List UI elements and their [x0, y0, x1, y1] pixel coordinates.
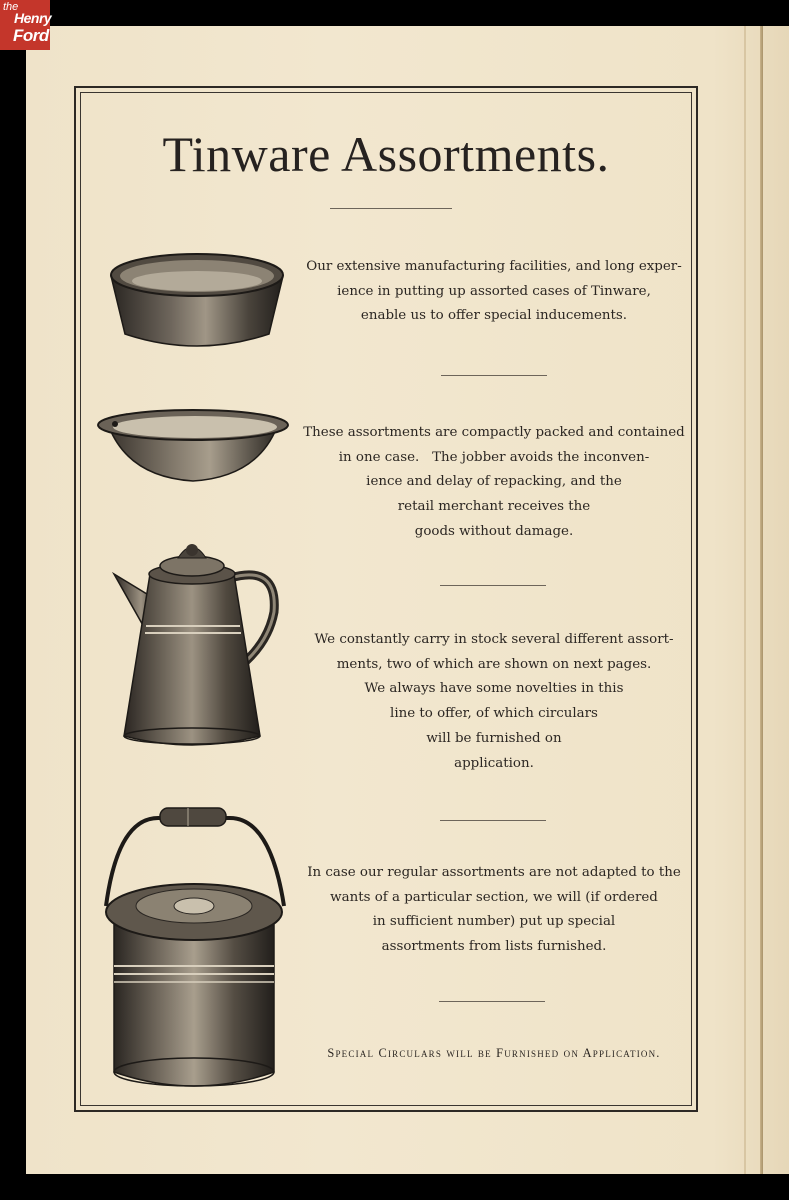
text-line: application. — [454, 755, 534, 771]
paragraph-special — [298, 861, 690, 960]
page-fold — [744, 26, 746, 1174]
page-title: Tinware Assortments. — [162, 126, 610, 182]
section-divider — [441, 375, 547, 376]
title-divider — [330, 208, 452, 209]
text-line: These assortments are compactly packed and contained — [303, 425, 685, 440]
text-line: in sufficient number) put up special — [372, 914, 616, 930]
text-line: assortments from lists furnished. — [381, 939, 607, 955]
text-line: In case our regular assortments are not adapted to the — [307, 865, 681, 880]
text-line: ments, two of which are shown on next pages. — [336, 656, 652, 672]
cake-pan-illustration — [105, 248, 289, 352]
logo-text-ford: Ford — [13, 26, 49, 45]
paragraph-packing — [298, 421, 690, 545]
section-divider — [439, 1001, 545, 1002]
section-divider — [440, 585, 546, 586]
henry-ford-logo — [0, 0, 50, 50]
text-line: will be furnished on — [426, 730, 562, 746]
wash-basin-illustration — [95, 405, 291, 489]
text-line: We constantly carry in stock several different assort- — [314, 632, 674, 647]
page-edge — [760, 26, 763, 1174]
text-line: Our extensive manufacturing facilities, and long exper- — [306, 259, 682, 274]
text-line: wants of a particular section, we will (if ordered — [330, 889, 658, 905]
text-line: enable us to offer special inducements. — [360, 308, 628, 324]
text-line: goods without damage. — [414, 523, 574, 539]
paragraph-manufacturing — [298, 255, 690, 329]
paragraph-stock — [298, 628, 690, 776]
section-divider — [440, 820, 546, 821]
coffee-pot-illustration — [110, 540, 282, 752]
text-line: ience in putting up assorted cases of Tinware, — [337, 283, 651, 299]
logo-text-the: the — [3, 1, 19, 13]
text-line: We always have some novelties in this — [364, 681, 624, 697]
footer-note: Special Circulars will be Furnished on Application. — [327, 1046, 661, 1060]
text-line: line to offer, of which circulars — [390, 706, 598, 722]
text-line: ience and delay of repacking, and the — [366, 474, 622, 490]
dinner-pail-illustration — [98, 806, 290, 1094]
text-line: retail merchant receives the — [397, 499, 591, 515]
logo-text-henry: Henry — [14, 10, 52, 26]
text-line: in one case. The jobber avoids the inconven- — [338, 449, 650, 465]
